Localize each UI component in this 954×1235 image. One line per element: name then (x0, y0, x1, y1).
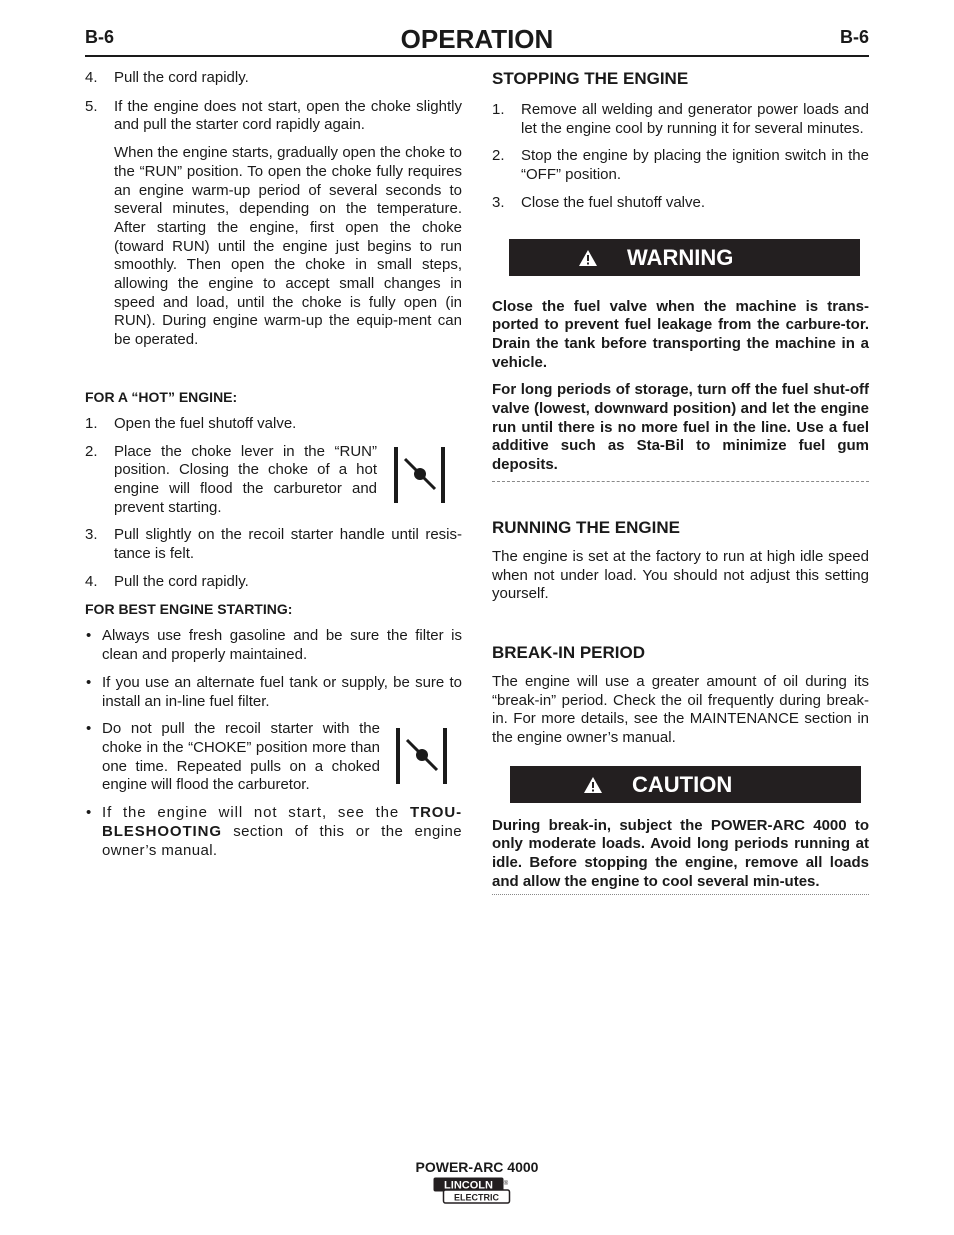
stop-step-2: 2. Stop the engine by placing the ignition switch in the “OFF” position. (492, 147, 869, 184)
step-5-paragraph: When the engine starts, gradually open the choke to the “RUN” position. To open the choke fully requires an engine warm-up period of several seconds to several minutes, depending on the temperature. After starting the engine, first open the choke (toward RUN) until the engine just begins to run smoothly. Then open the choke in small steps, allowing the engine to accept small changes in speed and load, until the choke is fully open (in RUN). During engine warm-up the equip-ment can be operated. (114, 144, 462, 349)
warning-triangle-icon (583, 776, 603, 794)
choke-run-position-icon (393, 445, 447, 505)
bullet-item: • Always use fresh gasoline and be sure the filter is clean and properly maintained. (86, 627, 462, 664)
hot-step-2: 2. Place the choke lever in the “RUN” position. Closing the choke of a hot engine will flood the carburetor and prevent starting. (85, 442, 377, 516)
break-in-heading: BREAK-IN PERIOD (492, 642, 646, 662)
caution-banner (510, 766, 861, 803)
warning-banner (509, 239, 860, 276)
break-in-text: The engine will use a greater amount of oil during its “break-in” period. Check the oil frequently during break-in. For more details, see the MAINTENANCE section in the engine owner’s manual. (492, 672, 869, 747)
warning-label: WARNING (627, 244, 734, 270)
hot-engine-heading: FOR A “HOT” ENGINE: (85, 388, 238, 405)
hot-step-1: 1. Open the fuel shutoff valve. (85, 414, 297, 432)
stop-step-1: 1. Remove all welding and generator power loads and let the engine cool by running it for several minutes. (492, 101, 869, 137)
page-title: OPERATION (400, 24, 554, 54)
page-number-right: B-6 (839, 27, 869, 47)
right-column (492, 69, 869, 895)
bullet-3-block (85, 720, 462, 795)
logo-text-top: LINCOLN (444, 1179, 493, 1192)
warning-text-transport: Close the fuel valve when the machine is trans-ported to prevent fuel leakage from the carbure-tor. Drain the tank before transporting the machine in a vehicle. (492, 297, 869, 371)
warning-end-rule (492, 481, 869, 482)
caution-text: During break-in, subject the POWER-ARC 4000 to only moderate loads. Avoid long periods running at idle. Before stopping the engine, remove all loads and allow the engine to cool several min-utes. (492, 816, 869, 890)
hot-step-4: 4. Pull the cord rapidly. (85, 572, 249, 590)
left-column (85, 69, 462, 860)
caution-end-rule (492, 894, 869, 895)
hot-step-2-block (85, 443, 462, 518)
footer-model-name: POWER-ARC 4000 (415, 1159, 539, 1175)
bullet-item: • If the engine will not start, see the TROU-BLESHOOTING section of this or the engine owner’s manual. (86, 804, 462, 859)
logo-text-bottom: ELECTRIC (454, 1192, 499, 1203)
logo-registered-mark: ® (503, 1181, 509, 1187)
warning-triangle-icon (578, 249, 598, 267)
stop-step-3: 3. Close the fuel shutoff valve. (492, 193, 705, 211)
running-engine-text: The engine is set at the factory to run at high idle speed when not under load. You should not adjust this setting yourself. (492, 547, 869, 603)
caution-label: CAUTION (632, 771, 733, 797)
warning-text-storage: For long periods of storage, turn off the fuel shut-off valve (lowest, downward position) and let the engine run until there is no more fuel in the line. Use a fuel additive such as Sta-Bil to minimize fuel gum deposits. (492, 381, 869, 474)
lincoln-electric-logo (433, 1177, 511, 1205)
bullet-item: • If you use an alternate fuel tank or supply, be sure to install an in-line fuel filter. (86, 673, 462, 710)
step-5: 5. If the engine does not start, open the choke slightly and pull the starter cord rapidly again. (85, 97, 462, 134)
page-number-left: B-6 (85, 27, 115, 47)
header-rule (85, 55, 869, 57)
stopping-engine-heading: STOPPING THE ENGINE (492, 69, 689, 88)
step-4: 4. Pull the cord rapidly. (85, 69, 249, 86)
running-engine-heading: RUNNING THE ENGINE (492, 517, 680, 537)
hot-step-3: 3. Pull slightly on the recoil starter handle until resis-tance is felt. (85, 526, 462, 563)
best-starting-heading: FOR BEST ENGINE STARTING: (85, 601, 293, 618)
choke-choke-position-icon (395, 726, 449, 786)
bullet-item: • Do not pull the recoil starter with the choke in the “CHOKE” position more than one time. Repeated pulls on a choked engine will flood the carburetor. (86, 720, 380, 794)
